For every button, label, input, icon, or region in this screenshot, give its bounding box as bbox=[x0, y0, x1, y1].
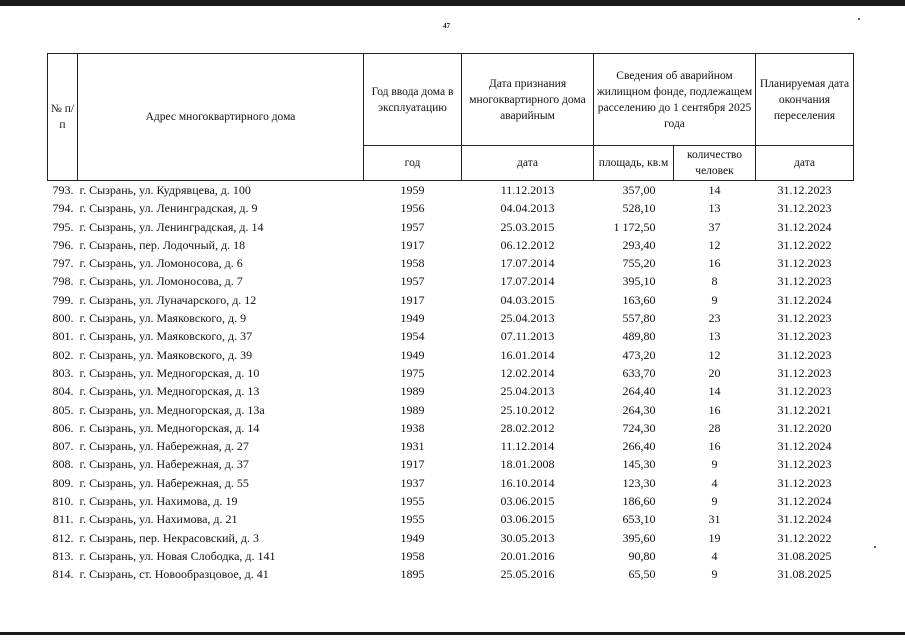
row-address: г. Сызрань, ул. Медногорская, д. 14 bbox=[79, 420, 260, 435]
row-area: 755,20 bbox=[622, 256, 656, 271]
row-address: г. Сызрань, ул. Маяковского, д. 39 bbox=[79, 347, 253, 362]
row-recognition-date: 30.05.2013 bbox=[500, 530, 555, 545]
row-people-count: 37 bbox=[708, 219, 721, 234]
row-address: г. Сызрань, ул. Набережная, д. 37 bbox=[79, 457, 249, 472]
row-address: г. Сызрань, ул. Набережная, д. 55 bbox=[79, 475, 249, 490]
header-planned-date: Планируемая дата окончания переселения bbox=[756, 54, 854, 146]
row-people-count: 12 bbox=[708, 237, 721, 252]
row-area: 123,30 bbox=[622, 475, 656, 490]
row-number: 806. bbox=[52, 420, 74, 435]
row-recognition-date: 04.04.2013 bbox=[500, 201, 555, 216]
row-people-count: 13 bbox=[708, 329, 721, 344]
row-number: 795. bbox=[52, 219, 74, 234]
row-year-built: 1957 bbox=[400, 274, 425, 289]
row-address: г. Сызрань, ул. Луначарского, д. 12 bbox=[79, 292, 257, 307]
row-area: 357,00 bbox=[622, 183, 656, 197]
table-row bbox=[48, 529, 854, 547]
row-area: 1 172,50 bbox=[613, 219, 656, 234]
row-address: г. Сызрань, ул. Набережная, д. 27 bbox=[79, 439, 249, 454]
row-area: 489,80 bbox=[622, 329, 656, 344]
row-year-built: 1917 bbox=[400, 292, 425, 307]
row-planned-date: 31.12.2020 bbox=[777, 420, 832, 435]
row-planned-date: 31.12.2022 bbox=[777, 237, 832, 252]
row-number: 794. bbox=[52, 201, 74, 216]
row-address: г. Сызрань, ул. Новая Слободка, д. 141 bbox=[79, 548, 276, 563]
row-recognition-date: 07.11.2013 bbox=[500, 329, 555, 344]
table-row bbox=[48, 401, 854, 419]
row-number: 802. bbox=[52, 347, 74, 362]
table-row bbox=[48, 236, 854, 254]
table-row bbox=[48, 565, 854, 583]
row-address: г. Сызрань, пер. Некрасовский, д. 3 bbox=[79, 530, 260, 545]
row-year-built: 1975 bbox=[400, 365, 425, 380]
table-row bbox=[48, 510, 854, 528]
row-area: 163,60 bbox=[622, 292, 656, 307]
row-number: 809. bbox=[52, 475, 74, 490]
row-address: г. Сызрань, ул. Нахимова, д. 21 bbox=[79, 512, 238, 527]
table-row bbox=[48, 382, 854, 400]
row-planned-date: 31.12.2023 bbox=[777, 256, 832, 271]
row-year-built: 1956 bbox=[400, 201, 425, 216]
table-row bbox=[48, 327, 854, 345]
row-planned-date: 31.08.2025 bbox=[777, 567, 832, 582]
row-recognition-date: 17.07.2014 bbox=[500, 256, 555, 271]
row-area: 473,20 bbox=[622, 347, 656, 362]
header-year-built: Год ввода дома в эксплуатацию bbox=[364, 54, 462, 146]
row-recognition-date: 12.02.2014 bbox=[500, 365, 555, 380]
row-area: 653,10 bbox=[622, 512, 656, 527]
row-recognition-date: 25.10.2012 bbox=[500, 402, 555, 417]
row-number: 798. bbox=[52, 274, 74, 289]
row-year-built: 1989 bbox=[400, 402, 425, 417]
table-row bbox=[48, 218, 854, 236]
header-address: Адрес многоквартирного дома bbox=[78, 54, 364, 181]
row-number: 810. bbox=[52, 494, 74, 509]
row-year-built: 1958 bbox=[400, 256, 425, 271]
row-address: г. Сызрань, ст. Новообразцовое, д. 41 bbox=[79, 567, 269, 582]
row-number: 812. bbox=[52, 530, 74, 545]
table-row bbox=[48, 272, 854, 290]
row-people-count: 12 bbox=[708, 347, 721, 362]
row-area: 395,60 bbox=[622, 530, 656, 545]
row-year-built: 1989 bbox=[400, 384, 425, 399]
row-planned-date: 31.08.2025 bbox=[777, 548, 832, 563]
table-row bbox=[48, 419, 854, 437]
row-area: 724,30 bbox=[622, 420, 656, 435]
row-address: г. Сызрань, ул. Кудрявцева, д. 100 bbox=[79, 183, 251, 197]
table-row bbox=[48, 437, 854, 455]
row-planned-date: 31.12.2024 bbox=[777, 439, 832, 454]
row-planned-date: 31.12.2023 bbox=[777, 311, 832, 326]
row-year-built: 1949 bbox=[400, 311, 425, 326]
row-year-built: 1917 bbox=[400, 457, 425, 472]
row-people-count: 9 bbox=[711, 494, 718, 509]
row-people-count: 9 bbox=[711, 292, 718, 307]
row-planned-date: 31.12.2023 bbox=[777, 457, 832, 472]
row-recognition-date: 03.06.2015 bbox=[500, 494, 555, 509]
row-people-count: 8 bbox=[711, 274, 718, 289]
header-recognition-date: Дата признания многоквартирного дома аварийным bbox=[462, 54, 594, 146]
row-number: 793. bbox=[52, 183, 74, 197]
row-planned-date: 31.12.2021 bbox=[777, 402, 832, 417]
scan-speck bbox=[874, 546, 876, 548]
row-number: 813. bbox=[52, 548, 74, 563]
row-recognition-date: 16.10.2014 bbox=[500, 475, 555, 490]
row-number: 799. bbox=[52, 292, 74, 307]
row-people-count: 28 bbox=[708, 420, 721, 435]
subheader-year: год bbox=[364, 146, 462, 181]
row-recognition-date: 16.01.2014 bbox=[500, 347, 555, 362]
row-recognition-date: 06.12.2012 bbox=[500, 237, 555, 252]
row-planned-date: 31.12.2024 bbox=[777, 512, 832, 527]
row-area: 293,40 bbox=[622, 237, 656, 252]
row-area: 633,70 bbox=[622, 365, 656, 380]
row-recognition-date: 25.05.2016 bbox=[500, 567, 555, 582]
row-recognition-date: 28.02.2012 bbox=[500, 420, 555, 435]
row-planned-date: 31.12.2023 bbox=[777, 201, 832, 216]
row-people-count: 20 bbox=[708, 365, 721, 380]
row-area: 557,80 bbox=[622, 311, 656, 326]
row-year-built: 1954 bbox=[400, 329, 425, 344]
row-planned-date: 31.12.2023 bbox=[777, 329, 832, 344]
row-people-count: 31 bbox=[708, 512, 721, 527]
top-border-rule bbox=[0, 0, 905, 6]
row-area: 145,30 bbox=[622, 457, 656, 472]
row-planned-date: 31.12.2023 bbox=[777, 183, 832, 197]
row-area: 264,40 bbox=[622, 384, 656, 399]
subheader-people: количество человек bbox=[674, 146, 756, 181]
row-address: г. Сызрань, ул. Медногорская, д. 13а bbox=[79, 402, 265, 417]
subheader-area: площадь, кв.м bbox=[594, 146, 674, 181]
row-planned-date: 31.12.2023 bbox=[777, 475, 832, 490]
row-people-count: 9 bbox=[711, 457, 718, 472]
row-number: 804. bbox=[52, 384, 74, 399]
row-planned-date: 31.12.2023 bbox=[777, 347, 832, 362]
row-recognition-date: 18.01.2008 bbox=[500, 457, 555, 472]
table-row bbox=[48, 181, 854, 200]
row-planned-date: 31.12.2024 bbox=[777, 292, 832, 307]
table-row bbox=[48, 309, 854, 327]
row-year-built: 1957 bbox=[400, 219, 425, 234]
row-recognition-date: 11.12.2013 bbox=[500, 183, 555, 197]
row-year-built: 1895 bbox=[400, 567, 425, 582]
row-address: г. Сызрань, пер. Лодочный, д. 18 bbox=[79, 237, 246, 252]
row-number: 811. bbox=[52, 512, 74, 527]
row-address: г. Сызрань, ул. Медногорская, д. 10 bbox=[79, 365, 260, 380]
row-people-count: 13 bbox=[708, 201, 721, 216]
row-area: 186,60 bbox=[622, 494, 656, 509]
row-number: 796. bbox=[52, 237, 74, 252]
row-address: г. Сызрань, ул. Ломоносова, д. 6 bbox=[79, 256, 243, 271]
row-recognition-date: 20.01.2016 bbox=[500, 548, 555, 563]
row-year-built: 1931 bbox=[400, 439, 425, 454]
row-year-built: 1937 bbox=[400, 475, 425, 490]
table-row bbox=[48, 455, 854, 473]
row-recognition-date: 25.04.2013 bbox=[500, 311, 555, 326]
row-area: 395,10 bbox=[622, 274, 656, 289]
row-recognition-date: 04.03.2015 bbox=[500, 292, 555, 307]
row-address: г. Сызрань, ул. Нахимова, д. 19 bbox=[79, 494, 238, 509]
table-row bbox=[48, 492, 854, 510]
row-people-count: 14 bbox=[708, 384, 721, 399]
row-area: 90,80 bbox=[628, 548, 656, 563]
table-row bbox=[48, 291, 854, 309]
row-area: 528,10 bbox=[622, 201, 656, 216]
row-address: г. Сызрань, ул. Ломоносова, д. 7 bbox=[79, 274, 243, 289]
row-number: 808. bbox=[52, 457, 74, 472]
table-row bbox=[48, 547, 854, 565]
row-people-count: 4 bbox=[711, 548, 718, 563]
row-people-count: 14 bbox=[708, 183, 721, 197]
table-row bbox=[48, 199, 854, 217]
row-people-count: 16 bbox=[708, 439, 721, 454]
row-area: 266,40 bbox=[622, 439, 656, 454]
row-people-count: 23 bbox=[708, 311, 721, 326]
row-number: 801. bbox=[52, 329, 74, 344]
row-number: 807. bbox=[52, 439, 74, 454]
row-address: г. Сызрань, ул. Ленинградская, д. 9 bbox=[79, 201, 258, 216]
row-area: 65,50 bbox=[628, 567, 656, 582]
row-address: г. Сызрань, ул. Ленинградская, д. 14 bbox=[79, 219, 264, 234]
table-body bbox=[48, 181, 854, 584]
table-row bbox=[48, 364, 854, 382]
row-planned-date: 31.12.2022 bbox=[777, 530, 832, 545]
row-people-count: 4 bbox=[711, 475, 718, 490]
row-people-count: 9 bbox=[711, 567, 718, 582]
row-recognition-date: 11.12.2014 bbox=[500, 439, 555, 454]
subheader-date: дата bbox=[462, 146, 594, 181]
row-number: 805. bbox=[52, 402, 74, 417]
header-emergency-info: Сведения об аварийном жилищном фонде, подлежащем расселению до 1 сентября 2025 года bbox=[594, 54, 756, 146]
emergency-housing-table bbox=[47, 53, 854, 584]
row-address: г. Сызрань, ул. Маяковского, д. 37 bbox=[79, 329, 253, 344]
row-people-count: 16 bbox=[708, 402, 721, 417]
row-planned-date: 31.12.2023 bbox=[777, 274, 832, 289]
row-address: г. Сызрань, ул. Медногорская, д. 13 bbox=[79, 384, 260, 399]
row-year-built: 1959 bbox=[400, 183, 425, 197]
row-area: 264,30 bbox=[622, 402, 656, 417]
row-recognition-date: 25.03.2015 bbox=[500, 219, 555, 234]
row-recognition-date: 17.07.2014 bbox=[500, 274, 555, 289]
row-number: 797. bbox=[52, 256, 74, 271]
row-planned-date: 31.12.2023 bbox=[777, 384, 832, 399]
row-planned-date: 31.12.2024 bbox=[777, 219, 832, 234]
row-planned-date: 31.12.2023 bbox=[777, 365, 832, 380]
table-row bbox=[48, 254, 854, 272]
page-number: 47 bbox=[443, 22, 450, 30]
row-year-built: 1949 bbox=[400, 530, 425, 545]
scan-speck bbox=[858, 18, 860, 20]
row-number: 800. bbox=[52, 311, 74, 326]
row-people-count: 19 bbox=[708, 530, 721, 545]
row-address: г. Сызрань, ул. Маяковского, д. 9 bbox=[79, 311, 247, 326]
row-year-built: 1955 bbox=[400, 512, 425, 527]
subheader-planned: дата bbox=[756, 146, 854, 181]
row-year-built: 1917 bbox=[400, 237, 425, 252]
row-recognition-date: 25.04.2013 bbox=[500, 384, 555, 399]
row-year-built: 1958 bbox=[400, 548, 425, 563]
table-row bbox=[48, 346, 854, 364]
bottom-border-rule bbox=[0, 632, 905, 635]
row-recognition-date: 03.06.2015 bbox=[500, 512, 555, 527]
row-year-built: 1955 bbox=[400, 494, 425, 509]
table-row bbox=[48, 474, 854, 492]
header-num: № п/п bbox=[48, 54, 78, 181]
row-number: 803. bbox=[52, 365, 74, 380]
row-year-built: 1949 bbox=[400, 347, 425, 362]
row-year-built: 1938 bbox=[400, 420, 425, 435]
row-planned-date: 31.12.2024 bbox=[777, 494, 832, 509]
row-people-count: 16 bbox=[708, 256, 721, 271]
row-number: 814. bbox=[52, 567, 74, 582]
